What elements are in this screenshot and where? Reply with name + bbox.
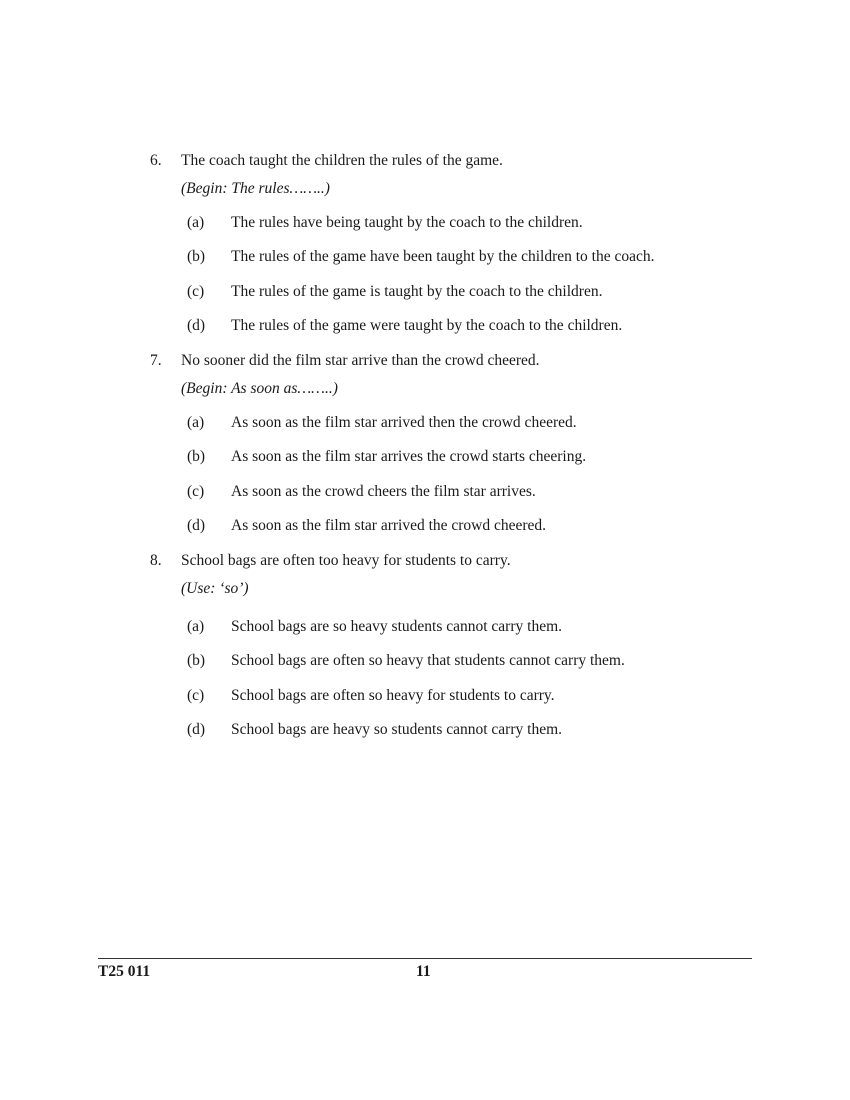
option-label: (a) [187,618,205,635]
question-number: 7. [150,352,162,369]
footer-divider [98,958,752,959]
option-b [150,651,710,685]
question-6 [150,151,710,350]
option-text: As soon as the film star arrived the crowd cheered. [231,516,547,534]
option-label: (b) [187,448,206,466]
option-b [150,247,710,281]
option-label: (c) [187,282,205,300]
option-label: (b) [187,652,206,670]
question-instruction [150,379,710,413]
option-label: (d) [187,516,206,534]
option-label: (d) [187,720,206,738]
option-c [150,482,710,516]
option-text: The rules have being taught by the coach to the children. [231,214,583,231]
question-instruction [150,579,710,617]
option-a [150,413,710,447]
option-d [150,720,710,754]
option-text: School bags are so heavy students cannot carry them. [231,618,563,635]
question-instruction [150,179,710,213]
question-text: School bags are often too heavy for students to carry. [181,552,511,569]
option-text: School bags are often so heavy for students to carry. [231,686,555,704]
option-c [150,686,710,720]
paper-code: T25 011 [98,963,151,980]
option-a [150,213,710,247]
question-text: The coach taught the children the rules of the game. [181,152,503,169]
instruction-text: (Begin: The rules……..) [181,180,330,197]
option-a [150,617,710,651]
option-label: (c) [187,686,205,704]
option-label: (a) [187,214,205,231]
option-d [150,516,710,550]
option-label: (b) [187,248,206,266]
option-text: As soon as the film star arrived then the crowd cheered. [231,414,577,431]
option-text: The rules of the game have been taught by the children to the coach. [231,248,655,266]
question-8 [150,551,710,754]
question-number: 8. [150,552,162,569]
option-text: As soon as the crowd cheers the film star arrives. [231,482,536,500]
option-c [150,282,710,316]
option-d [150,316,710,350]
question-number: 6. [150,152,162,169]
question-text: No sooner did the film star arrive than the crowd cheered. [181,352,540,369]
option-label: (c) [187,482,205,500]
question-7 [150,351,710,550]
option-text: School bags are heavy so students cannot carry them. [231,720,563,738]
instruction-text: (Begin: As soon as……..) [181,380,338,397]
page-number: 11 [416,963,431,980]
question-stem [150,351,710,379]
question-stem [150,551,710,579]
option-text: As soon as the film star arrives the crowd starts cheering. [231,448,587,466]
instruction-text: (Use: ‘so’) [181,580,249,597]
option-text: The rules of the game is taught by the coach to the children. [231,282,603,300]
option-b [150,447,710,481]
option-label: (d) [187,316,206,334]
option-text: The rules of the game were taught by the coach to the children. [231,316,623,334]
option-text: School bags are often so heavy that students cannot carry them. [231,652,625,670]
option-label: (a) [187,414,205,431]
question-stem [150,151,710,179]
